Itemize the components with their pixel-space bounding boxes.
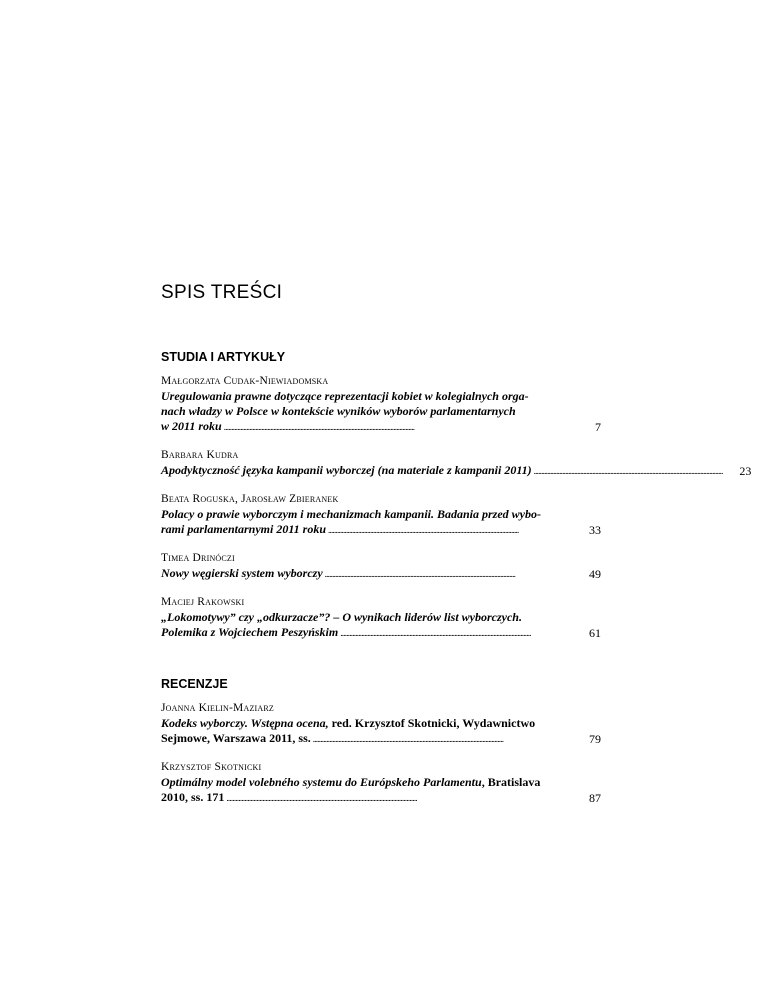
entry-author: Joanna Kielin-Maziarz: [161, 702, 275, 714]
entry-author: Małgorzata Cudak-Niewiadomska: [161, 375, 329, 387]
entry-title-line: rami parlamentarnymi 2011 roku: [161, 522, 327, 536]
entry-title-italic: Optimálny model volebného systemu do Európskeho Parlamentu: [161, 775, 482, 789]
entry-title-line: Nowy węgierski system wyborczy: [161, 566, 323, 580]
toc-entry[interactable]: [161, 760, 601, 806]
entry-page-number: 7: [595, 420, 601, 434]
entry-page-number: 61: [589, 626, 601, 640]
entry-title-line: Uregulowania prawne dotyczące reprezentacji kobiet w kolegialnych orga-: [161, 389, 529, 403]
entry-author: Maciej Rakowski: [161, 596, 245, 608]
toc-entry[interactable]: [161, 701, 601, 747]
table-of-contents: [161, 282, 752, 819]
entry-page-number: 23: [739, 464, 752, 478]
entry-title: [161, 716, 575, 747]
dot-leader: [224, 419, 573, 435]
entry-title: [161, 566, 575, 582]
entry-title-rest: , Bratislava: [481, 775, 541, 789]
entry-author: Beata Roguska, Jarosław Zbieranek: [161, 493, 339, 505]
page-title: SPIS TREŚCI: [161, 282, 283, 303]
toc-entry[interactable]: [161, 492, 601, 538]
toc-entry[interactable]: [161, 374, 601, 435]
entry-title-line: w 2011 roku: [161, 419, 222, 433]
entry-page-number: 87: [589, 791, 601, 805]
dot-leader: [340, 625, 573, 641]
toc-entry[interactable]: [161, 595, 601, 641]
entry-author: Barbara Kudra: [161, 449, 239, 461]
entry-title-line: 2010, ss. 171: [161, 790, 225, 804]
entry-author: Krzysztof Skotnicki: [161, 761, 262, 773]
entry-author: Timea Drinóczi: [161, 552, 235, 564]
dot-leader: [313, 731, 573, 747]
entry-title-line: „Lokomotywy” czy „odkurzacze”? – O wynikach liderów list wyborczych.: [161, 610, 522, 624]
entry-title-rest: red. Krzysztof Skotnicki, Wydawnictwo: [328, 716, 536, 730]
entry-title-line: Sejmowe, Warszawa 2011, ss.: [161, 731, 311, 745]
section-heading-reviews: RECENZJE: [161, 677, 228, 691]
dot-leader: [534, 463, 724, 479]
dot-leader: [328, 522, 573, 538]
dot-leader: [226, 790, 573, 806]
entry-title: [161, 507, 575, 538]
entry-title-line: Apodyktyczność języka kampanii wyborczej (na materiale z kampanii 2011): [161, 463, 532, 477]
entry-page-number: 33: [589, 523, 601, 537]
entry-title: [161, 775, 575, 806]
entry-title-line: Polacy o prawie wyborczym i mechanizmach kampanii. Badania przed wybo-: [161, 507, 541, 521]
toc-entry[interactable]: [161, 448, 752, 479]
entry-title: [161, 463, 725, 479]
entry-page-number: 49: [589, 567, 601, 581]
toc-entry[interactable]: [161, 551, 601, 582]
entry-title-line: Polemika z Wojciechem Peszyńskim: [161, 625, 339, 639]
entry-title-line: nach władzy w Polsce w kontekście wyników wyborów parlamentarnych: [161, 404, 516, 418]
entry-title-italic: Kodeks wyborczy. Wstępna ocena,: [161, 716, 329, 730]
entry-title: [161, 389, 575, 435]
entry-page-number: 79: [589, 732, 601, 746]
entry-title: [161, 610, 575, 641]
section-heading-studies: STUDIA I ARTYKUŁY: [161, 350, 286, 364]
dot-leader: [325, 566, 573, 582]
